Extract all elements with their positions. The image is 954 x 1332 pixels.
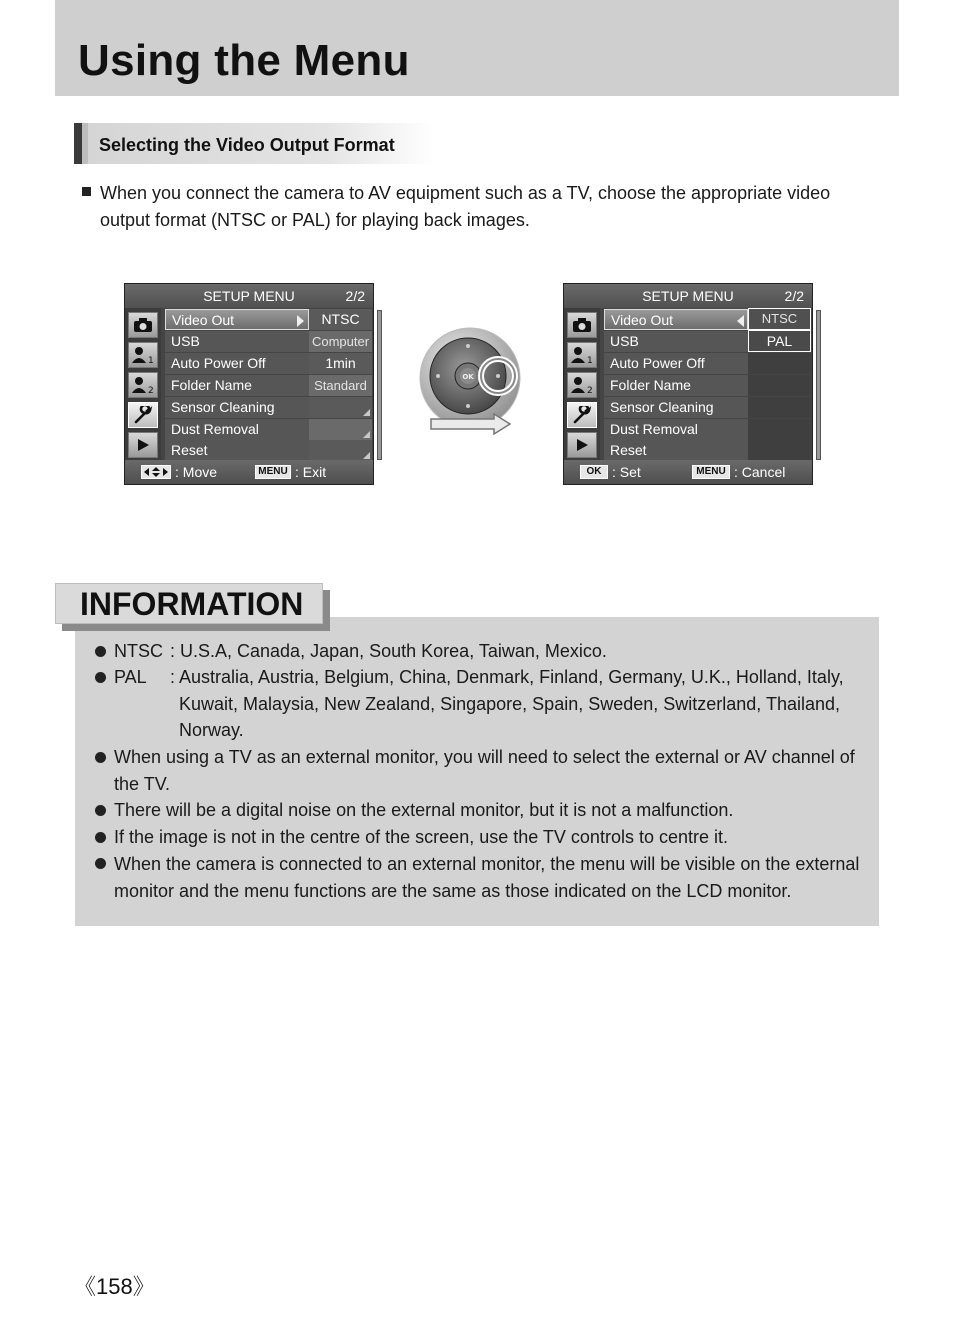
pal-term: PAL (114, 667, 147, 687)
camera-icon (567, 312, 597, 338)
footer-move-label: : Move (175, 464, 218, 480)
section-marker (74, 123, 82, 164)
bullet-dot-icon (95, 805, 106, 816)
value-empty (748, 419, 811, 440)
play-icon (567, 432, 597, 458)
arrow-right-icon (297, 315, 304, 327)
ok-key-icon: OK (580, 465, 608, 479)
info-item-centre-image: If the image is not in the centre of the screen, use the TV controls to centre it. (114, 827, 728, 847)
menu-title: SETUP MENU (203, 288, 295, 304)
menu-row-dust-removal[interactable]: Dust Removal (604, 419, 748, 440)
bullet-dot-icon (95, 672, 106, 683)
svg-text:1: 1 (587, 356, 593, 364)
footer-cancel-label: : Cancel (734, 464, 786, 480)
menu-row-sensor-cleaning[interactable]: Sensor Cleaning (165, 397, 309, 418)
footer-exit-label: : Exit (295, 464, 327, 480)
bullet-dot-icon (95, 858, 106, 869)
arrow-right-icon (430, 413, 512, 435)
section-marker-light (82, 123, 88, 164)
menu-tab-column (564, 308, 600, 461)
menu-row-video-out[interactable]: Video Out (604, 309, 748, 330)
menu-footer (125, 460, 373, 484)
menu-row-folder-name[interactable]: Folder Name (165, 375, 309, 396)
menu-footer (564, 460, 812, 484)
dial-ok-label: OK (462, 373, 474, 381)
submenu-corner-icon (363, 452, 370, 459)
info-item-tv-channel: When using a TV as an external monitor, you will need to select the external or AV channel of the TV. (114, 747, 855, 794)
footer-set-label: : Set (612, 464, 641, 480)
value-folder-name: Standard (309, 375, 372, 396)
setup-menu-screen-left (124, 283, 374, 485)
ntsc-countries: : U.S.A, Canada, Japan, South Korea, Taiwan, Mexico. (170, 641, 607, 661)
custom-2-icon (128, 372, 158, 398)
pal-countries-line3: Norway. (179, 720, 244, 740)
pal-countries-line1: : Australia, Austria, Belgium, China, Denmark, Finland, Germany, U.K., Holland, Italy, (170, 667, 844, 687)
setup-menu-screen-right (563, 283, 813, 485)
direction-keys-icon (141, 465, 171, 479)
page-number: 《158》 (74, 1274, 155, 1299)
ntsc-term: NTSC (114, 641, 163, 661)
value-usb: Computer (309, 331, 372, 352)
value-auto-power-off: 1min (309, 353, 372, 374)
information-label (55, 583, 323, 624)
option-ntsc[interactable]: NTSC (748, 308, 811, 330)
wrench-icon (567, 402, 597, 428)
submenu-corner-icon (363, 431, 370, 438)
bullet-dot-icon (95, 646, 106, 657)
menu-title: SETUP MENU (642, 288, 734, 304)
submenu-corner-icon (363, 409, 370, 416)
value-video-out: NTSC (309, 309, 372, 330)
menu-title-bar (125, 284, 373, 308)
menu-scrollbar[interactable] (816, 310, 821, 460)
svg-text:1: 1 (148, 356, 154, 364)
menu-tab-column (125, 308, 161, 461)
svg-text:2: 2 (148, 386, 154, 394)
menu-row-usb[interactable]: USB (165, 331, 309, 352)
wrench-icon (128, 402, 158, 428)
menu-scrollbar[interactable] (377, 310, 382, 460)
menu-key-icon: MENU (692, 465, 730, 479)
menu-row-reset[interactable]: Reset (165, 440, 309, 461)
menu-row-reset[interactable]: Reset (604, 440, 748, 461)
play-icon (128, 432, 158, 458)
menu-key-icon: MENU (255, 465, 291, 479)
page-title: Using the Menu (78, 36, 410, 85)
camera-icon (128, 312, 158, 338)
bullet-dot-icon (95, 752, 106, 763)
menu-page-indicator: 2/2 (784, 288, 804, 304)
value-empty (748, 440, 811, 461)
section-title: Selecting the Video Output Format (99, 135, 395, 155)
information-heading: INFORMATION (80, 586, 304, 622)
menu-title-bar (564, 284, 812, 308)
menu-row-dust-removal[interactable]: Dust Removal (165, 419, 309, 440)
custom-1-icon (128, 342, 158, 368)
arrow-left-icon (737, 315, 744, 327)
section-heading (74, 123, 434, 164)
pal-countries-line2: Kuwait, Malaysia, New Zealand, Singapore, Spain, Sweden, Switzerland, Thailand, (179, 694, 841, 714)
menu-row-auto-power-off[interactable]: Auto Power Off (165, 353, 309, 374)
menu-row-auto-power-off[interactable]: Auto Power Off (604, 353, 748, 374)
menu-row-video-out[interactable]: Video Out (165, 309, 309, 330)
custom-2-icon (567, 372, 597, 398)
value-empty (748, 353, 811, 374)
custom-1-icon (567, 342, 597, 368)
menu-row-usb[interactable]: USB (604, 331, 748, 352)
square-bullet-icon (82, 187, 91, 196)
bullet-dot-icon (95, 832, 106, 843)
svg-text:2: 2 (587, 386, 593, 394)
menu-row-sensor-cleaning[interactable]: Sensor Cleaning (604, 397, 748, 418)
value-empty (748, 375, 811, 396)
option-pal[interactable]: PAL (748, 330, 811, 352)
info-item-digital-noise: There will be a digital noise on the external monitor, but it is not a malfunction. (114, 800, 734, 820)
info-item-external-monitor: When the camera is connected to an external monitor, the menu will be visible on the external monitor and the menu functions are the same as those indicated on the LCD monitor. (114, 854, 860, 901)
menu-page-indicator: 2/2 (345, 288, 365, 304)
intro-paragraph: When you connect the camera to AV equipment such as a TV, choose the appropriate video output format (NTSC or PAL) for playing back images. (100, 183, 831, 230)
menu-row-folder-name[interactable]: Folder Name (604, 375, 748, 396)
value-empty (748, 397, 811, 418)
